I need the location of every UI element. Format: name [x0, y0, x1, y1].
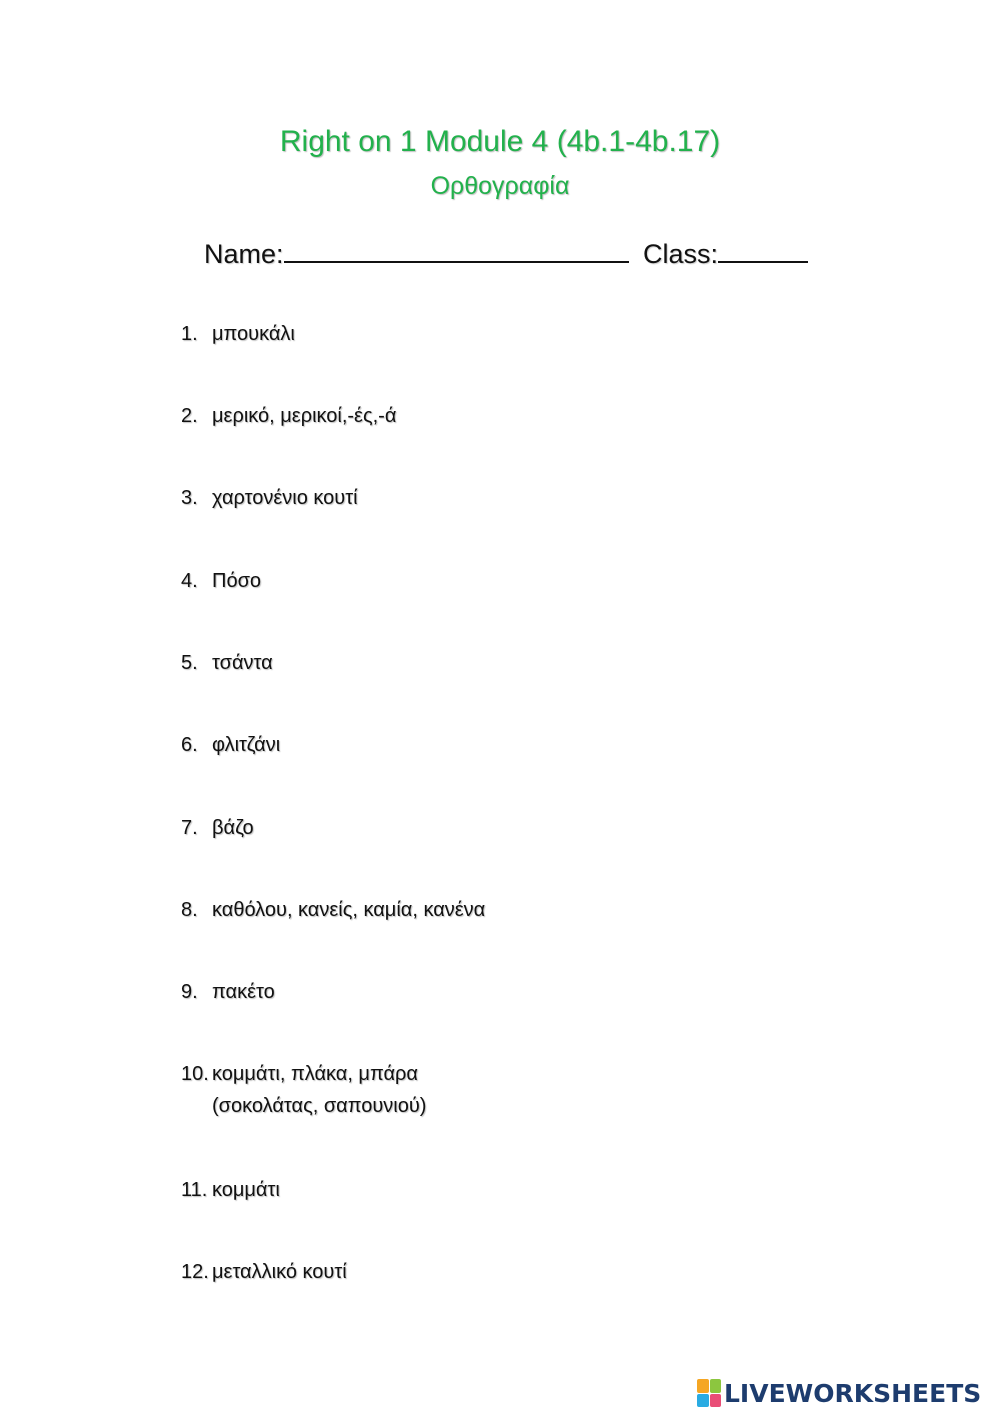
item-text: τσάντα — [212, 652, 273, 674]
class-input-line[interactable] — [718, 237, 808, 263]
name-input-line[interactable] — [284, 237, 629, 263]
item-text: μεταλλικό κουτί — [212, 1261, 347, 1283]
item-text: καθόλου, κανείς, καμία, κανένα — [212, 899, 486, 921]
liveworksheets-blocks-icon — [697, 1379, 721, 1407]
logo-text: LIVEWORKSHEETS — [724, 1378, 982, 1408]
item-number: 5. — [181, 652, 198, 674]
worksheet-title: Right on 1 Module 4 (4b.1-4b.17) — [279, 125, 721, 158]
item-text: κομμάτι, πλάκα, μπάρα — [212, 1063, 418, 1085]
list-item — [181, 1058, 426, 1122]
list-item — [181, 647, 273, 679]
class-label: Class: — [643, 239, 719, 269]
list-item — [181, 976, 275, 1008]
list-item — [181, 894, 485, 926]
item-number: 12. — [181, 1261, 209, 1283]
item-number: 1. — [181, 323, 198, 345]
item-text: βάζο — [212, 817, 254, 839]
list-item — [181, 1256, 347, 1288]
item-text: φλιτζάνι — [212, 734, 281, 756]
list-item — [181, 482, 358, 514]
item-number: 10. — [181, 1063, 209, 1085]
item-text: πακέτο — [212, 981, 275, 1003]
item-number: 6. — [181, 734, 198, 756]
item-text: μπουκάλι — [212, 323, 295, 345]
item-number: 3. — [181, 487, 198, 509]
item-number: 4. — [181, 570, 198, 592]
item-number: 9. — [181, 981, 198, 1003]
item-number: 2. — [181, 405, 198, 427]
list-item — [181, 318, 295, 350]
item-text-continuation: (σοκολάτας, σαπουνιού) — [212, 1095, 427, 1117]
item-text: μερικό, μερικοί,-ές,-ά — [212, 405, 397, 427]
list-item — [181, 1174, 280, 1206]
item-text: κομμάτι — [212, 1179, 280, 1201]
item-number: 7. — [181, 817, 198, 839]
item-text: χαρτονένιο κουτί — [212, 487, 358, 509]
name-class-row — [204, 237, 808, 270]
worksheet-subtitle: Ορθογραφία — [430, 172, 570, 200]
item-number: 8. — [181, 899, 198, 921]
list-item — [181, 812, 254, 844]
name-label: Name: — [204, 239, 284, 269]
list-item — [181, 565, 261, 597]
list-item — [181, 400, 396, 432]
item-text: Πόσο — [212, 570, 262, 592]
list-item — [181, 729, 280, 761]
item-number: 11. — [181, 1179, 208, 1201]
liveworksheets-logo[interactable] — [697, 1378, 981, 1408]
